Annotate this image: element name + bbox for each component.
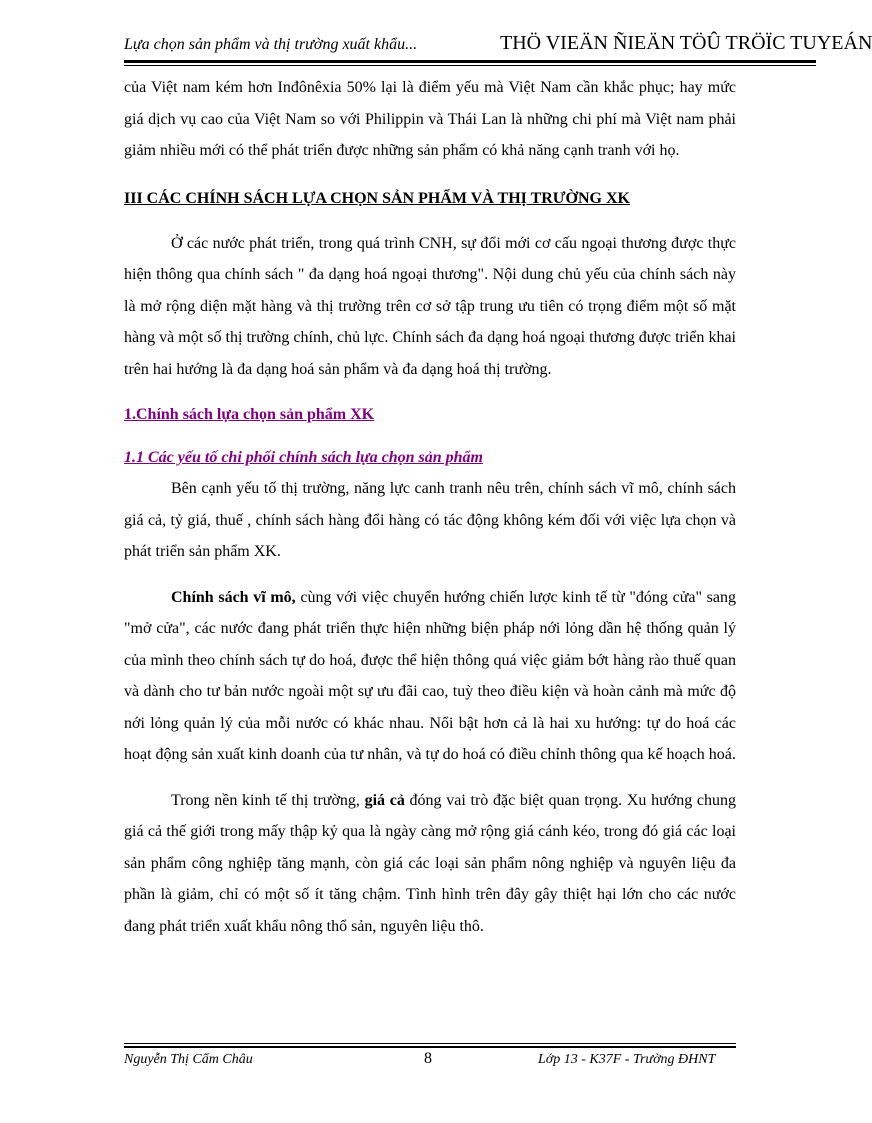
footer-author: Nguyễn Thị Cẩm Châu bbox=[124, 1052, 253, 1067]
paragraph-factors: Bên cạnh yếu tố thị trường, năng lực canh tranh nêu trên, chính sách vĩ mô, chính sách giá cả, tỷ giá, thuế , chính sách hàng đổi hàng có tác động không kém đối với việc lựa chọn và phát triển sản phẩm XK. bbox=[124, 480, 736, 560]
paragraph-macro-policy bbox=[124, 582, 736, 771]
header-rule bbox=[124, 60, 816, 63]
bold-term-macro-policy: Chính sách vĩ mô, bbox=[171, 588, 296, 606]
bold-term-price: giá cả bbox=[364, 791, 405, 809]
footer-rule-thick bbox=[124, 1046, 736, 1048]
paragraph-price-intro: Trong nền kinh tế thị trường, bbox=[171, 791, 365, 809]
footer-class-info: Lớp 13 - K37F - Trường ĐHNT bbox=[538, 1052, 716, 1067]
paragraph-price bbox=[124, 785, 736, 943]
paragraph-diversification: Ở các nước phát triển, trong quá trình CNH, sự đổi mới cơ cấu ngoại thương được thực hiện thông qua chính sách " đa dạng hoá ngoại thương". Nội dung chủ yếu của chính sách này là mở rộng diện mặt hàng và thị trường trên cơ sở tập trung ưu tiên có trọng điểm một số mặt hàng và một số thị trường chính, chủ lực. Chính sách đa dạng hoá ngoại thương được triển khai trên hai hướng là đa dạng hoá sản phẩm và đa dạng hoá thị trường. bbox=[124, 234, 736, 378]
section-heading-1-1: 1.1 Các yếu tố chi phối chính sách lựa chọn sản phẩm bbox=[124, 449, 483, 466]
footer-rule bbox=[124, 1043, 736, 1044]
header-title: Lựa chọn sản phẩm và thị trường xuất khẩu... bbox=[124, 36, 418, 53]
header-library-name: THÖ VIEÄN ÑIEÄN TÖÛ TRÖÏC TUYEÁN bbox=[500, 32, 872, 54]
page-number: 8 bbox=[424, 1050, 432, 1067]
paragraph-macro-policy-text: cùng với việc chuyển hướng chiến lược kinh tế từ "đóng cửa" sang "mở cửa", các nước đang phát triển thực hiện những biện pháp nới lỏng dần hệ thống quản lý của mình theo chính sách tự do hoá, được thể hiện thông quá việc giảm bớt hàng rào thuế quan và dành cho tư bản nước ngoài một sự ưu đãi cao, tuỳ theo điều kiện và hoàn cảnh mà mức độ nới lỏng quản lý của mỗi nước có khác nhau. Nổi bật hơn cả là hai xu hướng: tự do hoá các hoạt động sản xuất kinh doanh của tư nhân, và tự do hoá có điều chỉnh thông qua kế hoạch hoá. bbox=[124, 588, 736, 763]
header-rule-thin bbox=[124, 65, 816, 66]
page-body bbox=[124, 72, 736, 942]
paragraph-price-text: đóng vai trò đặc biệt quan trọng. Xu hướng chung giá cả thế giới trong mấy thập kỷ qua là ngày càng mở rộng giá cánh kéo, trong đó giá các loại sản phẩm công nghiệp tăng mạnh, còn giá các loại sản phẩm nông nghiệp và nguyên liệu đa phần là giảm, chỉ có một số ít tăng chậm. Tình hình trên đây gây thiệt hại lớn cho các nước đang phát triển xuất khẩu nông thổ sản, nguyên liệu thô. bbox=[124, 791, 736, 935]
paragraph-continued: của Việt nam kém hơn Inđônêxia 50% lại là điểm yếu mà Việt Nam cần khắc phục; hay mức giá dịch vụ cao của Việt Nam so với Philippin và Thái Lan là những chi phí mà Việt nam phải giảm nhiều mới có thể phát triển được những sản phẩm có khả năng cạnh tranh với họ. bbox=[124, 79, 736, 159]
section-heading-iii: III CÁC CHÍNH SÁCH LỰA CHỌN SẢN PHẨM VÀ THỊ TRƯỜNG XK bbox=[124, 189, 630, 207]
section-heading-1: 1.Chính sách lựa chọn sản phẩm XK bbox=[124, 406, 375, 423]
